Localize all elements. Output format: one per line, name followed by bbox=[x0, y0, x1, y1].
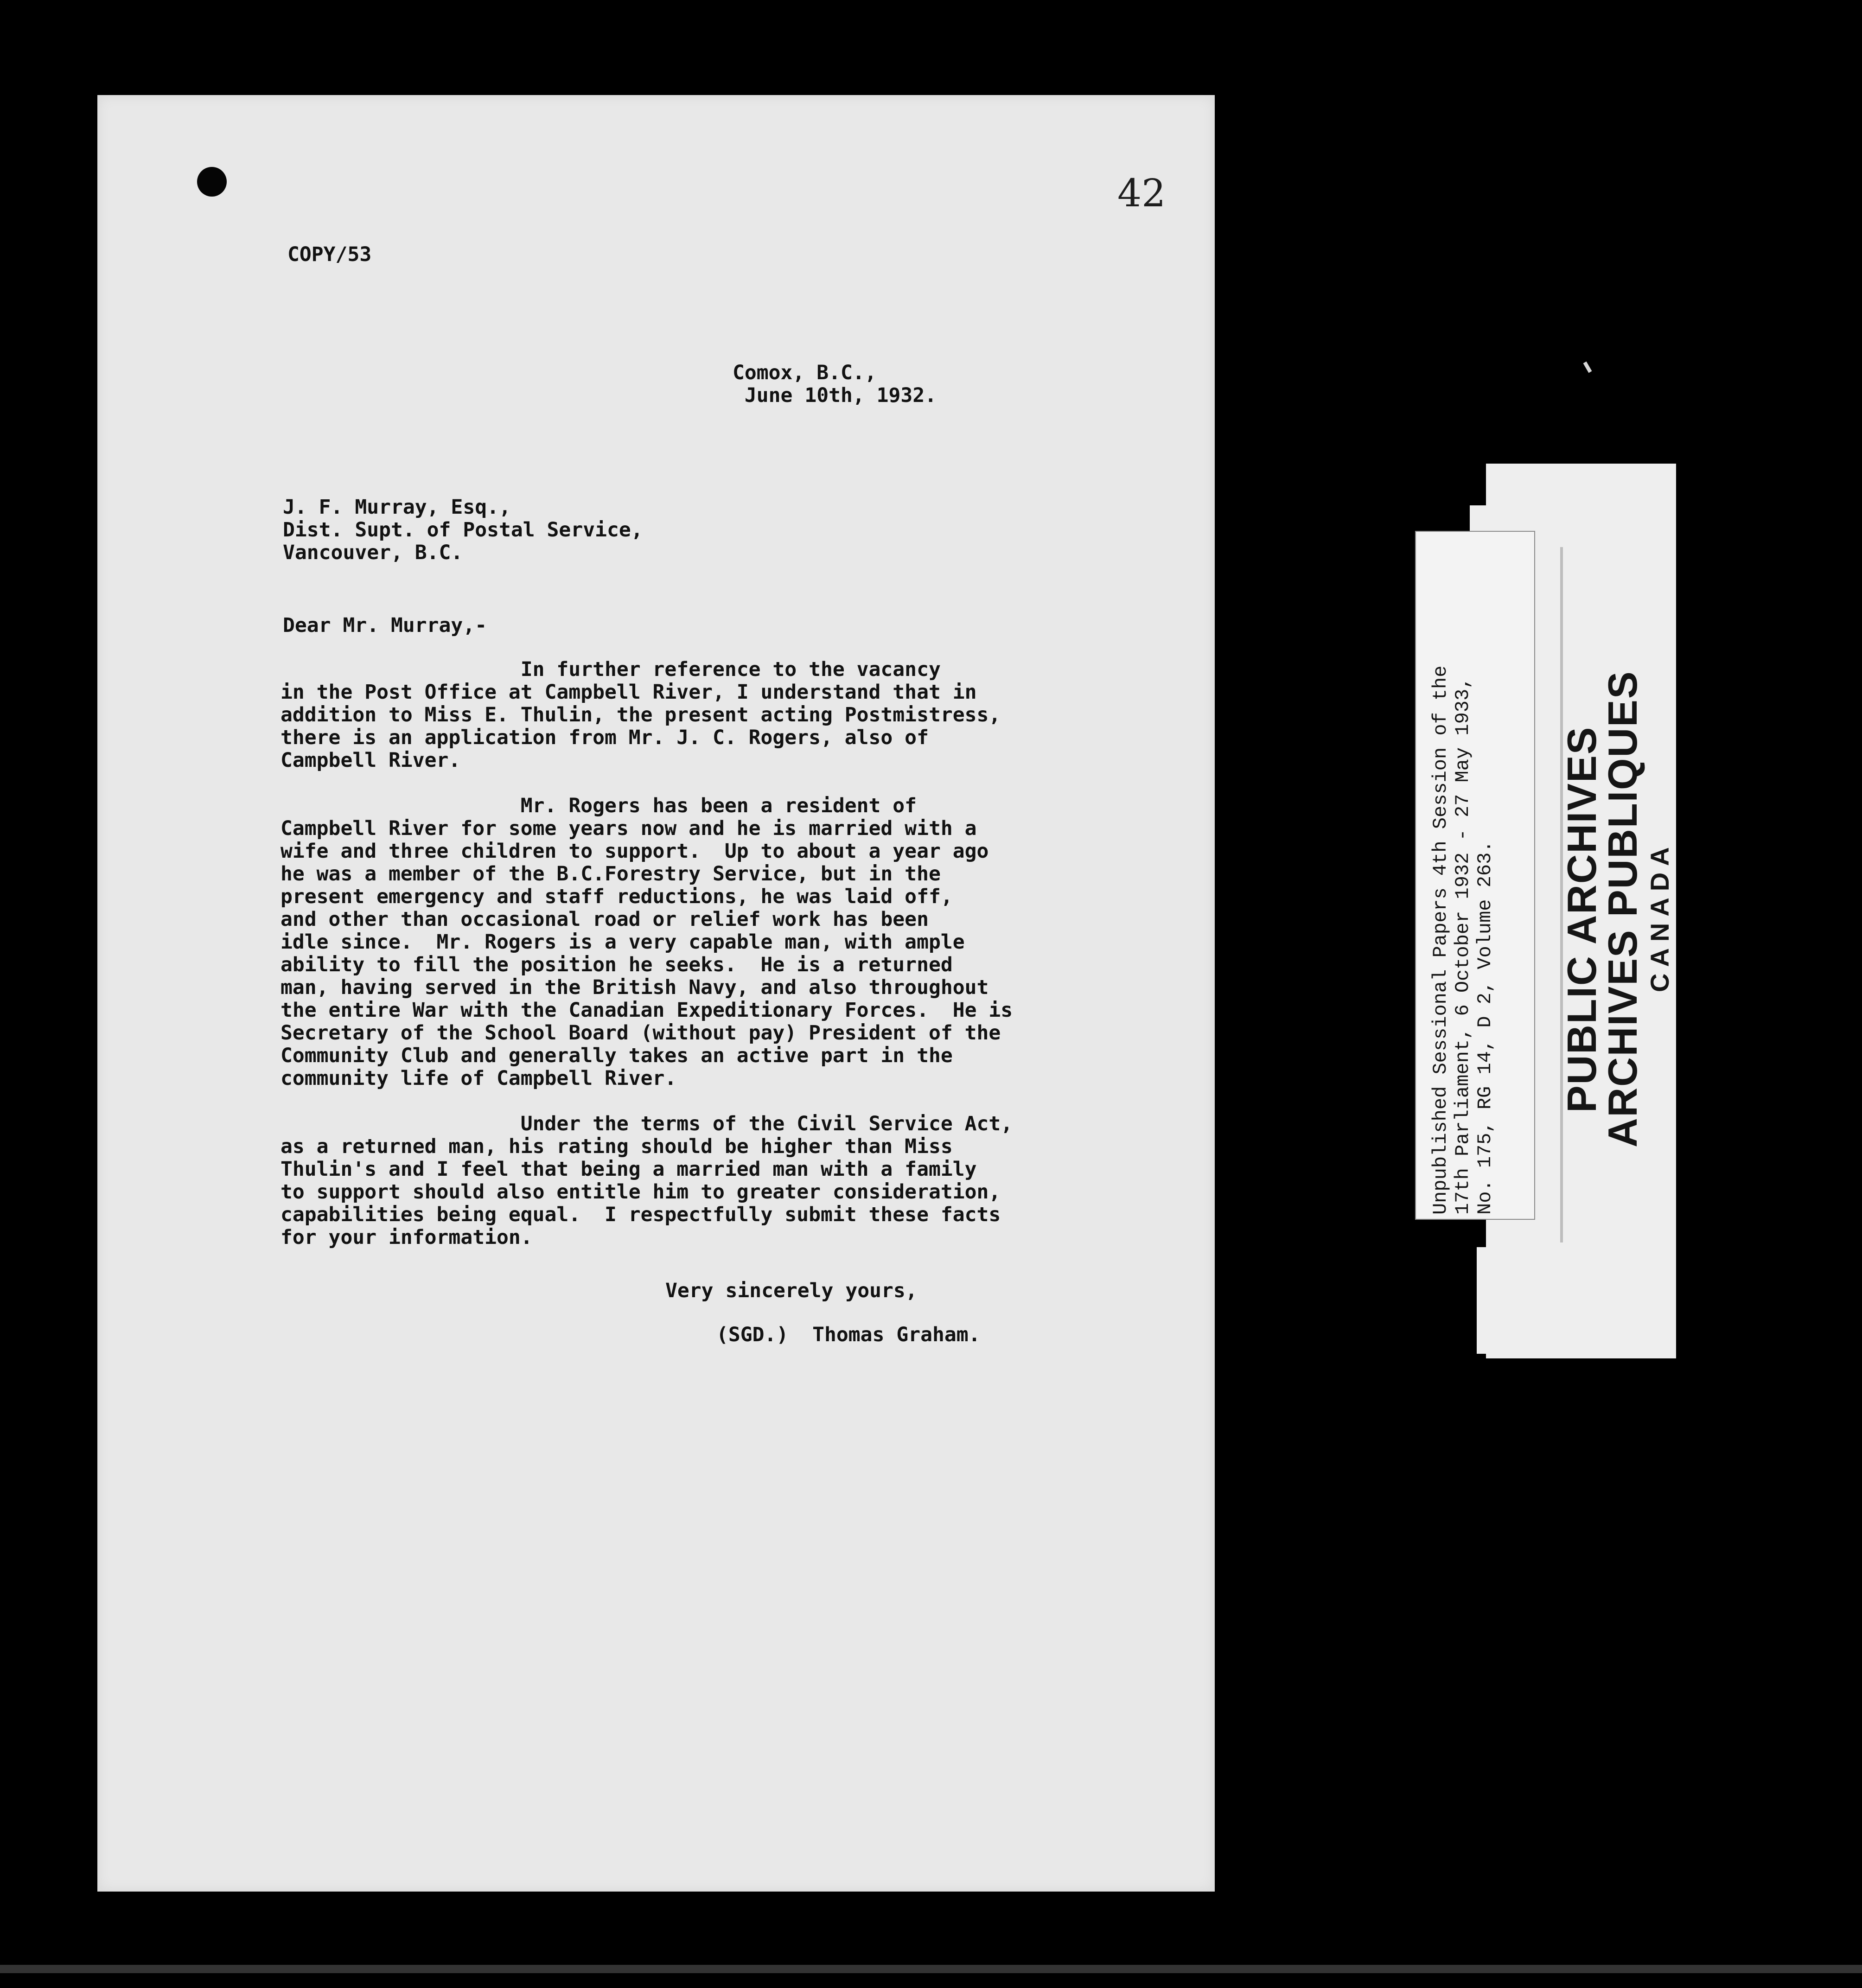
letter-body: In further reference to the vacancy in the Post Office at Campbell River, I understand that in addition to Miss E. Thulin, the present acting Postmistress, there is an application from Mr. J. C. Rogers, also of Campbell River. Mr. Rogers has been a resident of Campbell River for some years now and he is married with a wife and three children to support. Up to about a year ago he was a member of the B.C.Forestry Service, but in the present emergency and staff reductions, he was laid off, and other than occasional road or relief work has been idle since. Mr. Rogers is a very capable man, with ample ability to fill the position he seeks. He is a returned man, having served in the British Navy, and also throughout the entire War with the Canadian Expeditionary Forces. He is Secretary of the School Board (without pay) President of the Community Club and generally takes an active part in the community life of Campbell River. Under the terms of the Civil Service Act, as a returned man, his rating should be higher than Miss Thulin's and I feel that being a married man with a family to support should also entitle him to greater consideration, capabilities being equal. I respectfully submit these facts for your information. bbox=[281, 658, 1013, 1249]
archive-stamp-french: ARCHIVES PUBLIQUES bbox=[1600, 670, 1645, 1147]
recipient-address: J. F. Murray, Esq., Dist. Supt. of Postal Service, Vancouver, B.C. bbox=[283, 496, 643, 564]
archive-tab-cut bbox=[1477, 1247, 1518, 1354]
closing: Very sincerely yours, bbox=[665, 1279, 918, 1302]
copy-reference: COPY/53 bbox=[287, 243, 372, 266]
archive-stamp-english: PUBLIC ARCHIVES bbox=[1559, 726, 1605, 1113]
salutation: Dear Mr. Murray,- bbox=[283, 614, 487, 637]
signature: (SGD.) Thomas Graham. bbox=[716, 1323, 981, 1346]
letter-page bbox=[97, 95, 1215, 1892]
page-number: 42 bbox=[1117, 172, 1166, 216]
scanner-footer-line bbox=[0, 1965, 1862, 1973]
dust-speck bbox=[1583, 362, 1592, 373]
archive-source-note: Unpublished Sessional Papers 4th Session of the 17th Parliament, 6 October 1932 - 27 May 1933, No. 175, RG 14, D 2, Volume 263. bbox=[1429, 665, 1496, 1215]
archive-stamp-country: CANADA bbox=[1645, 841, 1674, 992]
place-date: Comox, B.C., June 10th, 1932. bbox=[733, 361, 937, 407]
punch-hole bbox=[197, 167, 227, 197]
